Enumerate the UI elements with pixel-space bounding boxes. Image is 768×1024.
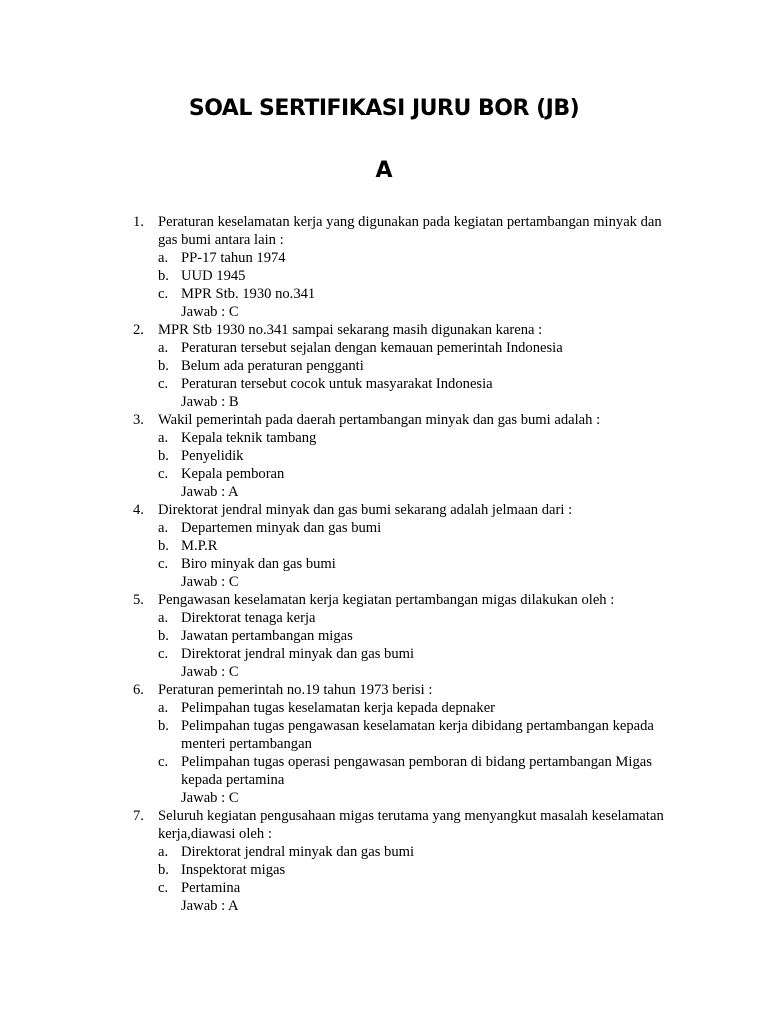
option-letter: a. bbox=[158, 340, 169, 356]
question-text: Peraturan pemerintah no.19 tahun 1973 berisi : bbox=[158, 682, 433, 698]
answer-key: Jawab : C bbox=[181, 790, 239, 806]
answer-key: Jawab : C bbox=[181, 574, 239, 590]
option-text: Direktorat jendral minyak dan gas bumi bbox=[181, 646, 415, 662]
option-text: Direktorat jendral minyak dan gas bumi bbox=[181, 844, 415, 860]
option-letter: b. bbox=[158, 268, 169, 284]
question-item bbox=[133, 213, 673, 321]
option-item bbox=[158, 627, 673, 645]
option-item bbox=[158, 879, 673, 897]
question-item bbox=[133, 411, 673, 501]
option-text: UUD 1945 bbox=[181, 268, 246, 284]
option-letter: b. bbox=[158, 862, 169, 878]
document-subtitle: A bbox=[375, 158, 393, 183]
question-number: 6. bbox=[133, 682, 144, 698]
option-text: Penyelidik bbox=[181, 448, 244, 464]
answer-key: Jawab : A bbox=[181, 484, 239, 500]
question-number: 7. bbox=[133, 808, 144, 824]
option-item bbox=[158, 429, 673, 447]
option-list bbox=[158, 519, 673, 573]
option-letter: b. bbox=[158, 718, 169, 734]
option-list bbox=[158, 429, 673, 483]
option-text: Pelimpahan tugas pengawasan keselamatan kerja dibidang pertambangan kepada menteri pertambangan bbox=[181, 718, 654, 752]
question-number: 5. bbox=[133, 592, 144, 608]
option-text: Biro minyak dan gas bumi bbox=[181, 556, 336, 572]
option-item bbox=[158, 609, 673, 627]
option-letter: c. bbox=[158, 466, 169, 482]
option-list bbox=[158, 249, 673, 303]
option-letter: c. bbox=[158, 286, 169, 302]
option-letter: c. bbox=[158, 880, 169, 896]
option-item bbox=[158, 267, 673, 285]
answer-key: Jawab : C bbox=[181, 664, 239, 680]
option-item bbox=[158, 699, 673, 717]
option-text: Pelimpahan tugas operasi pengawasan pemboran di bidang pertambangan Migas kepada pertamina bbox=[181, 754, 652, 788]
option-item bbox=[158, 537, 673, 555]
option-text: PP-17 tahun 1974 bbox=[181, 250, 286, 266]
option-text: Kepala teknik tambang bbox=[181, 430, 317, 446]
option-text: Peraturan tersebut sejalan dengan kemauan pemerintah Indonesia bbox=[181, 340, 563, 356]
option-letter: a. bbox=[158, 700, 169, 716]
option-item bbox=[158, 861, 673, 879]
question-number: 1. bbox=[133, 214, 144, 230]
option-item bbox=[158, 843, 673, 861]
option-item bbox=[158, 249, 673, 267]
option-item bbox=[158, 339, 673, 357]
question-text: Seluruh kegiatan pengusahaan migas terutama yang menyangkut masalah keselamatan kerja,diawasi oleh : bbox=[158, 808, 664, 842]
option-letter: a. bbox=[158, 610, 169, 626]
option-text: Pertamina bbox=[181, 880, 241, 896]
option-letter: a. bbox=[158, 844, 169, 860]
question-item bbox=[133, 591, 673, 681]
option-letter: c. bbox=[158, 556, 169, 572]
question-text: Wakil pemerintah pada daerah pertambangan minyak dan gas bumi adalah : bbox=[158, 412, 601, 428]
option-text: Inspektorat migas bbox=[181, 862, 286, 878]
answer-key: Jawab : A bbox=[181, 898, 239, 914]
option-item bbox=[158, 645, 673, 663]
option-letter: b. bbox=[158, 448, 169, 464]
option-item bbox=[158, 357, 673, 375]
question-item bbox=[133, 321, 673, 411]
option-item bbox=[158, 519, 673, 537]
document-title: SOAL SERTIFIKASI JURU BOR (JB) bbox=[188, 96, 580, 121]
option-text: Peraturan tersebut cocok untuk masyarakat Indonesia bbox=[181, 376, 493, 392]
option-list bbox=[158, 843, 673, 897]
option-list bbox=[158, 699, 673, 789]
option-item bbox=[158, 465, 673, 483]
question-text: MPR Stb 1930 no.341 sampai sekarang masih digunakan karena : bbox=[158, 322, 543, 338]
question-text: Direktorat jendral minyak dan gas bumi sekarang adalah jelmaan dari : bbox=[158, 502, 573, 518]
option-item bbox=[158, 375, 673, 393]
option-text: Departemen minyak dan gas bumi bbox=[181, 520, 382, 536]
option-text: MPR Stb. 1930 no.341 bbox=[181, 286, 316, 302]
option-text: Direktorat tenaga kerja bbox=[181, 610, 316, 626]
option-text: Jawatan pertambangan migas bbox=[181, 628, 353, 644]
question-text: Peraturan keselamatan kerja yang digunakan pada kegiatan pertambangan minyak dan gas bumi antara lain : bbox=[158, 214, 662, 248]
question-item bbox=[133, 501, 673, 591]
option-text: Pelimpahan tugas keselamatan kerja kepada depnaker bbox=[181, 700, 496, 716]
option-letter: a. bbox=[158, 520, 169, 536]
option-letter: a. bbox=[158, 250, 169, 266]
option-item bbox=[158, 753, 673, 789]
option-letter: a. bbox=[158, 430, 169, 446]
option-item bbox=[158, 285, 673, 303]
option-item bbox=[158, 555, 673, 573]
option-text: Belum ada peraturan pengganti bbox=[181, 358, 364, 374]
option-letter: b. bbox=[158, 358, 169, 374]
question-number: 2. bbox=[133, 322, 144, 338]
option-letter: c. bbox=[158, 754, 169, 770]
question-text: Pengawasan keselamatan kerja kegiatan pertambangan migas dilakukan oleh : bbox=[158, 592, 615, 608]
option-letter: b. bbox=[158, 628, 169, 644]
question-list bbox=[133, 213, 673, 915]
option-letter: c. bbox=[158, 646, 169, 662]
option-letter: b. bbox=[158, 538, 169, 554]
option-list bbox=[158, 609, 673, 663]
answer-key: Jawab : C bbox=[181, 304, 239, 320]
question-number: 4. bbox=[133, 502, 144, 518]
question-number: 3. bbox=[133, 412, 144, 428]
question-item bbox=[133, 681, 673, 807]
option-text: M.P.R bbox=[181, 538, 218, 554]
question-item bbox=[133, 807, 673, 915]
option-letter: c. bbox=[158, 376, 169, 392]
option-text: Kepala pemboran bbox=[181, 466, 285, 482]
option-item bbox=[158, 717, 673, 753]
option-list bbox=[158, 339, 673, 393]
answer-key: Jawab : B bbox=[181, 394, 239, 410]
option-item bbox=[158, 447, 673, 465]
